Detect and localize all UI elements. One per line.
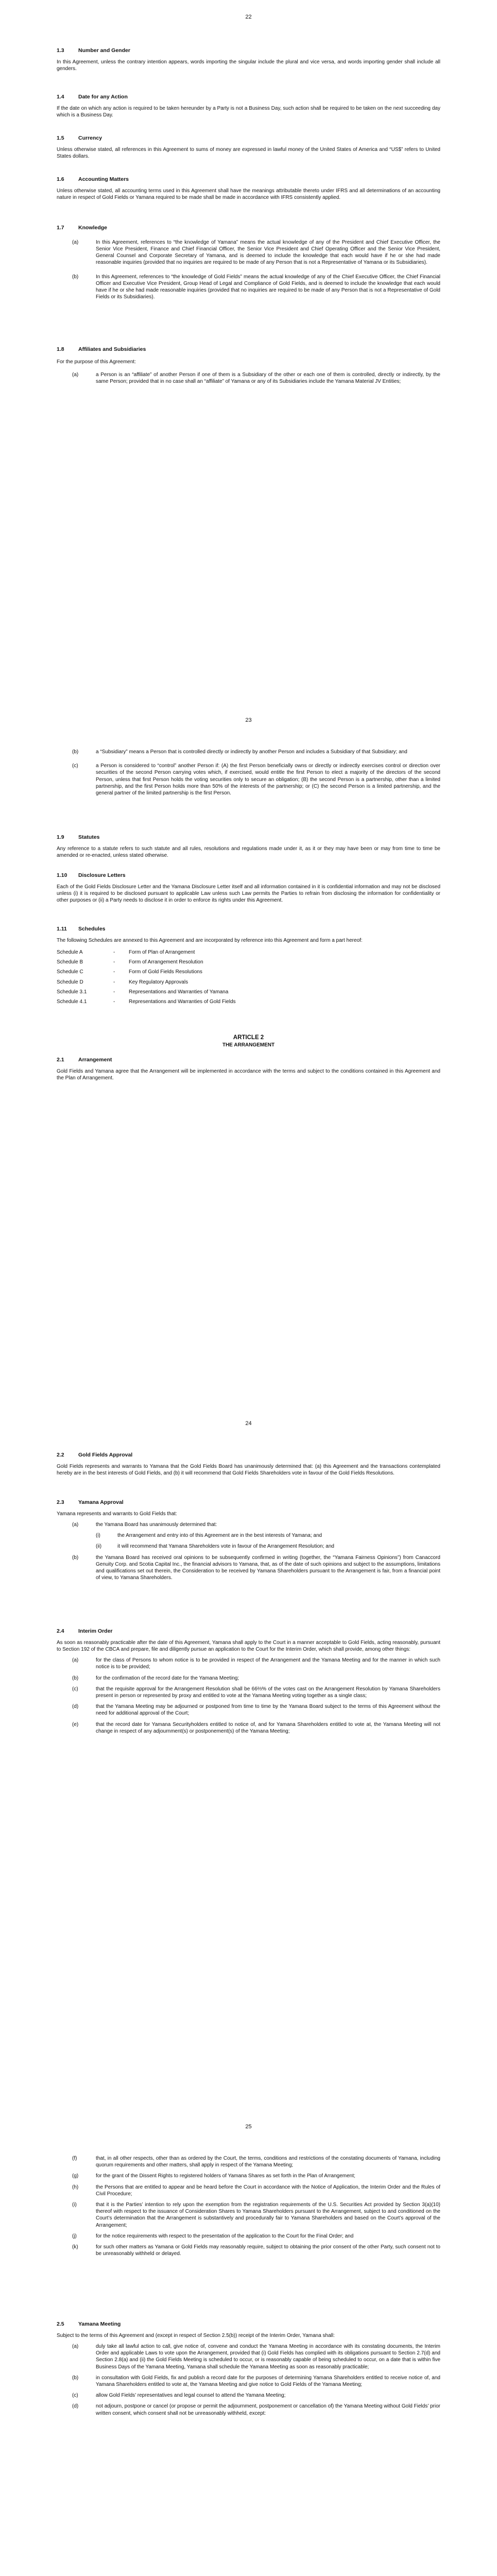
text: Form of Arrangement Resolution [129, 959, 203, 965]
list-item [57, 2233, 440, 2240]
text: 2.1 [57, 1057, 64, 1063]
text: (d) [72, 1704, 79, 1710]
text: it will recommend that Yamana Shareholders vote in favour of the Arrangement Resolution; and [117, 1544, 334, 1550]
list-item [57, 1543, 440, 1550]
list-item [57, 2201, 440, 2229]
list-item [57, 2343, 440, 2370]
text: in consultation with Gold Fields, fix and publish a record date for the purposes of determining Yamana Shareholders entitled to receive notice of, and Yamana Shareholders entitled to vote at, the Yamana Meeting and give notice to Gold Fields of the Yamana Meeting; [96, 2375, 440, 2387]
section-title: Statutes [78, 834, 100, 840]
text: (e) [72, 1721, 79, 1727]
schedule-list [57, 949, 440, 1005]
text: (i) [96, 1533, 100, 1539]
list-item [57, 239, 440, 266]
text: for the notice requirements with respect to the presentation of the application to the Court for the Final Order; and [96, 2233, 354, 2239]
section-2-5 [57, 2321, 440, 2417]
text: a Person is considered to “control” another Person if: (A) the first Person beneficially owns or directly or indirectly exercises control or direction over securities of the second Person carrying votes which, if exercised, would entitle the first Person to elect a majority of the directors of the second Person, unless that first Person holds the voting securities only to secure an obligation; (B) the second Person is a partnership, other than a limited partnership, and the first Person holds more than 50% of the interests of the partnership; or (C) the second Person is a limited partnership, and the general partner of the limited partnership is the first Person. [96, 763, 440, 796]
text: a “Subsidiary” means a Person that is controlled directly or indirectly by another Person and includes a Subsidiary of that Subsidiary; and [96, 749, 407, 755]
text: a Person is an “affiliate” of another Person if one of them is a Subsidiary of the other or each one of them is controlled, directly or indirectly, by the same Person; provided that in no case shall an “affiliate” of Yamana or any of its Subsidiaries include the Yamana Material JV Entities; [96, 372, 440, 385]
text: (g) [72, 2173, 79, 2179]
text: duly take all lawful action to call, give notice of, convene and conduct the Yamana Meeting in accordance with its constating documents, the Interim Order and applicable Laws to vote upon the Arrangement, provided that (i) Gold Fields has complied with its obligations pursuant to Section 2.7(d) and Section 2.8(a) and (ii) the Gold Fields Meeting is scheduled to occur, or is reasonably capable of being scheduled to occur, on a date that is within five Business Days of the Yamana Meeting, Yamana shall schedule the Yamana Meeting as soon as reasonably practicable; [96, 2344, 440, 2370]
section-title: Yamana Approval [78, 1499, 124, 1505]
schedule-row [57, 969, 440, 975]
text: for the class of Persons to whom notice is to be provided in respect of the Arrangement and the Yamana Meeting and for the manner in which such notice is to be provided; [96, 1657, 440, 1670]
text: Schedule A [57, 950, 83, 956]
list-item [57, 2403, 440, 2416]
text: (i) [72, 2201, 77, 2208]
list-item [57, 1686, 440, 1699]
text: the Persons that are entitled to appear and be heard before the Court in accordance with the Notice of Application, the Interim Order and the Rules of Civil Procedure; [96, 2184, 440, 2197]
text: (k) [72, 2244, 78, 2250]
text: the Arrangement and entry into of this Agreement are in the best interests of Yamana; and [117, 1533, 322, 1539]
text: (b) [72, 1675, 79, 1681]
section-title: Disclosure Letters [78, 872, 126, 878]
list-item [57, 1721, 440, 1735]
list-item [57, 371, 440, 385]
schedule-row [57, 998, 440, 1005]
text: Representations and Warranties of Gold Fields [129, 998, 236, 1005]
list-item [57, 1554, 440, 1582]
text: that, in all other respects, other than as ordered by the Court, the terms, conditions and restrictions of the constating documents of Yamana, including quorum requirements and other matters, shall apply in respect of the Yamana Meeting; [96, 2156, 440, 2168]
list-item [57, 1657, 440, 1670]
page-24 [0, 1406, 497, 2110]
section-1-8: 1.8 Affiliates and Subsidiaries For the purpose of this Agreement: (a) a Person is an “affiliate” of another Person if one of them is a Subsidiary of the other or each one of them is controlled, directly or indirectly, by the same Person; provided that in no case shall an “affiliate” of Yamana or any of its Subsidiaries include the Yamana Material JV Entities; [57, 346, 440, 385]
text: (f) [72, 2156, 77, 2161]
section-title: Gold Fields Approval [78, 1452, 133, 1458]
list-item [57, 762, 440, 796]
text: Schedule B [57, 959, 83, 965]
section-1-9 [57, 834, 440, 859]
section-title: Knowledge [78, 225, 108, 231]
text: Yamana represents and warrants to Gold Fields that: [57, 1511, 177, 1517]
text: (b) [72, 274, 79, 280]
text: (d) [72, 2403, 79, 2410]
text: In this Agreement, references to “the knowledge of Yamana” means the actual knowledge of any of the President and Chief Executive Officer, the Senior Vice President, Finance and Chief Financial Officer, the Senior Vice President and Chief Operating Officer and the Senior Vice President, General Counsel and Corporate Secretary of Yamana, and is deemed to include the knowledge that each would have if he or she had made reasonable inquiries (provided that no inquiries are required to be made of any Person that is not a Representative of Yamana or its Subsidiaries). [96, 239, 440, 266]
text: - [113, 979, 115, 985]
text: Form of Plan of Arrangement [129, 950, 195, 956]
section-2-4 [57, 1628, 440, 1735]
text: - [113, 969, 115, 975]
text: 2.5 [57, 2321, 64, 2327]
section-1-7: 1.7 Knowledge (a) In this Agreement, references to “the knowledge of Yamana” means the actual knowledge of any of the President and Chief Executive Officer, the Senior Vice President, Finance and Chief Financial Officer, the Senior Vice President and Chief Operating Officer and the Senior Vice President, General Counsel and Corporate Secretary of Yamana, and is deemed to include the knowledge that each would have if he or she had made reasonable inquiries (provided that no inquiries are required to be made of any Person that is not a Representative of Yamana or its Subsidiaries). (b) In this Agreement, references to “the knowledge of Gold Fields” means the actual knowledge of any of the Chief Executive Officer, the Chief Financial Officer and Executive Vice President, Group Head of Legal and Compliance of Gold Fields, and is deemed to include the knowledge that each would have if he or she had made reasonable inquiries (provided that no inquiries are required to be made of any Person that is not a Representative of Gold Fields or its Subsidiaries). [57, 225, 440, 300]
section-1-10 [57, 872, 440, 904]
text: (b) [72, 1554, 79, 1561]
list-item [57, 2173, 440, 2179]
list-item [57, 749, 440, 755]
text: Gold Fields and Yamana agree that the Arrangement will be implemented in accordance with the terms and subject to the conditions contained in this Agreement and the Plan of Arrangement. [57, 1068, 440, 1081]
list-item [57, 2184, 440, 2197]
section-title: Affiliates and Subsidiaries [78, 346, 146, 352]
section-2-4-continued [57, 2155, 440, 2257]
article-heading [57, 1034, 440, 1048]
schedule-row [57, 979, 440, 986]
text: (a) [72, 1657, 79, 1664]
text: 2.2 [57, 1452, 64, 1458]
page-number: 22 [245, 14, 252, 20]
article-title: ARTICLE 2 [233, 1035, 264, 1041]
list-item [57, 2392, 440, 2399]
text: In this Agreement, references to “the knowledge of Gold Fields” means the actual knowledge of any of the Chief Executive Officer, the Chief Financial Officer and Executive Vice President, Group Head of Legal and Compliance of Gold Fields, and is deemed to include the knowledge that each would have if he or she had made reasonable inquiries (provided that no inquiries are required to be made of any Person that is not a Representative of Gold Fields or its Subsidiaries). [96, 274, 440, 300]
text: Subject to the terms of this Agreement and (except in respect of Section 2.5(b)) receipt of the Interim Order, Yamana shall: [57, 2332, 335, 2338]
text: Gold Fields represents and warrants to Yamana that the Gold Fields Board has unanimously determined that: (a) this Agreement and the transactions contemplated hereby are in the best interests of Gold Fields, and (b) it will recommend that Gold Fields Shareholders vote in favour of the Gold Fields Resolutions. [57, 1463, 440, 1477]
text: Form of Gold Fields Resolutions [129, 969, 202, 975]
section-title: Schedules [78, 926, 106, 932]
text: 2.3 [57, 1499, 64, 1505]
text: (h) [72, 2184, 79, 2190]
section-title: Yamana Meeting [78, 2321, 121, 2327]
text: for the confirmation of the record date for the Yamana Meeting; [96, 1675, 239, 1681]
list-item [57, 1521, 440, 1528]
text: (ii) [96, 1544, 102, 1550]
text: not adjourn, postpone or cancel (or propose or permit the adjournment, postponement or cancellation of) the Yamana Meeting without Gold Fields’ prior written consent, which consent shall not be unreasonably withheld, except: [96, 2403, 440, 2416]
section-1-11 [57, 926, 440, 1005]
list-item [57, 2375, 440, 2388]
text: Key Regulatory Approvals [129, 979, 188, 985]
text: (a) [72, 1522, 79, 1528]
section-title: Date for any Action [78, 94, 128, 100]
section-1-3: 1.3 Number and Gender In this Agreement, unless the contrary intention appears, words importing the singular include the plural and vice versa, and words importing gender shall include all genders. [57, 47, 440, 72]
text: - [113, 998, 115, 1005]
text: 1.10 [57, 872, 67, 878]
text: (a) [72, 2344, 79, 2350]
page-23 [0, 703, 497, 1406]
text: (c) [72, 763, 78, 769]
text: for such other matters as Yamana or Gold Fields may reasonably require, subject to obtaining the prior consent of the other Party, such consent not to be unreasonably withheld or delayed. [96, 2244, 440, 2257]
text: - [113, 989, 115, 995]
text: (a) [72, 239, 79, 245]
section-2-1 [57, 1057, 440, 1081]
section-1-4: 1.4 Date for any Action If the date on which any action is required to be taken hereunder by a Party is not a Business Day, such action shall be required to be taken on the next succeeding day which is a Business Day. [57, 94, 440, 118]
list-item [57, 2244, 440, 2257]
text: (b) [72, 2375, 79, 2381]
list-item [57, 1675, 440, 1682]
schedule-row [57, 949, 440, 956]
text: for the grant of the Dissent Rights to registered holders of Yamana Shares as set forth in the Plan of Arrangement; [96, 2173, 355, 2179]
section-title: Number and Gender [78, 47, 130, 54]
text: As soon as reasonably practicable after the date of this Agreement, Yamana shall apply to the Court in a manner acceptable to Gold Fields, acting reasonably, pursuant to Section 192 of the CBCA and prepare, file and diligently pursue an application to the Court for the Interim Order, which shall provide, among other things: [57, 1639, 440, 1653]
text: Schedule D [57, 979, 83, 985]
text: that the record date for Yamana Securityholders entitled to notice of, and for Yamana Shareholders entitled to vote at, the Yamana Meeting will not change in respect of any adjournment(s) or postponement(s) of the Yamana Meeting; [96, 1721, 440, 1734]
section-title: Interim Order [78, 1628, 113, 1634]
section-2-3 [57, 1499, 440, 1581]
schedule-row [57, 959, 440, 965]
text: Each of the Gold Fields Disclosure Letter and the Yamana Disclosure Letter itself and all information contained in it is confidential information and may not be disclosed unless (i) it is required to be disclosed pursuant to applicable Law unless such Law permits the Parties to refrain from disclosing the information for confidentiality or other purposes or (ii) a Party needs to disclose it in order to enforce its rights under this Agreement. [57, 884, 440, 904]
text: that it is the Parties’ intention to rely upon the exemption from the registration requirements of the U.S. Securities Act provided by Section 3(a)(10) thereof with respect to the issuance of Consideration Shares to Yamana Shareholders pursuant to the Arrangement, subject to and conditioned on the Court’s determination that the Arrangement is substantively and procedurally fair to Yamana Shareholders and based on the Court’s approval of the Arrangement; [96, 2201, 440, 2228]
list-item [57, 1532, 440, 1539]
list-item [57, 1703, 440, 1717]
section-1-8-continued [57, 749, 440, 796]
page-25 [0, 2110, 497, 2576]
text: that the Yamana Meeting may be adjourned or postponed from time to time by the Yamana Board subject to the terms of this Agreement without the need for additional approval of the Court; [96, 1704, 440, 1717]
text: - [113, 959, 115, 965]
text: that the requisite approval for the Arrangement Resolution shall be 66⅔% of the votes cast on the Arrangement Resolution by Yamana Shareholders present in person or represented by proxy and entitled to vote at the Yamana Meeting voting together as a single class; [96, 1686, 440, 1699]
list-item [57, 2155, 440, 2168]
page-number: 24 [245, 1420, 252, 1427]
section-1-6: 1.6 Accounting Matters Unless otherwise stated, all accounting terms used in this Agreement shall have the meanings attributable thereto under IFRS and all determinations of an accounting nature in respect of Gold Fields or Yamana required to be made shall be made in accordance with IFRS consistently applied. [57, 176, 440, 201]
text: 1.11 [57, 926, 67, 932]
page-22 [0, 0, 497, 703]
page-number: 25 [245, 2124, 252, 2130]
section-title: Currency [78, 135, 102, 141]
text: - [113, 950, 115, 956]
section-title: Accounting Matters [78, 176, 129, 182]
text: (c) [72, 2393, 78, 2399]
page-number: 23 [245, 717, 252, 723]
text: (a) [72, 372, 79, 378]
text: Schedule C [57, 969, 83, 975]
text: 2.4 [57, 1628, 64, 1634]
list-item [57, 274, 440, 301]
section-2-2 [57, 1452, 440, 1477]
text: the Yamana Board has received oral opinions to be subsequently confirmed in writing (together, the “Yamana Fairness Opinions”) from Canaccord Genuity Corp. and Scotia Capital Inc., the financial advisors to Yamana, that, as of the date of such opinions and subject to the assumptions, limitations and qualifications set out therein, the Consideration to be received by Yamana Shareholders pursuant to the Arrangement is fair, from a financial point of view, to Yamana Shareholders. [96, 1554, 440, 1581]
text: The following Schedules are annexed to this Agreement and are incorporated by reference into this Agreement and form a part hereof: [57, 937, 363, 943]
text: (j) [72, 2233, 77, 2239]
text: Schedule 3.1 [57, 989, 87, 995]
article-subtitle: THE ARRANGEMENT [222, 1042, 275, 1048]
text: Any reference to a statute refers to such statute and all rules, resolutions and regulations made under it, as it or they may have been or may from time to time be amended or re-enacted, unless stated otherwise. [57, 845, 440, 859]
text: Schedule 4.1 [57, 998, 87, 1005]
text: (c) [72, 1686, 78, 1692]
section-title: Arrangement [78, 1057, 112, 1063]
text: (b) [72, 749, 79, 755]
text: the Yamana Board has unanimously determined that: [96, 1522, 217, 1528]
section-1-5: 1.5 Currency Unless otherwise stated, all references in this Agreement to sums of money are expressed in lawful money of the United States of America and “US$” refers to United States dollars. [57, 135, 440, 160]
text: 1.9 [57, 834, 64, 840]
text: Representations and Warranties of Yamana [129, 989, 229, 995]
text: allow Gold Fields’ representatives and legal counsel to attend the Yamana Meeting; [96, 2393, 286, 2399]
schedule-row [57, 989, 440, 995]
